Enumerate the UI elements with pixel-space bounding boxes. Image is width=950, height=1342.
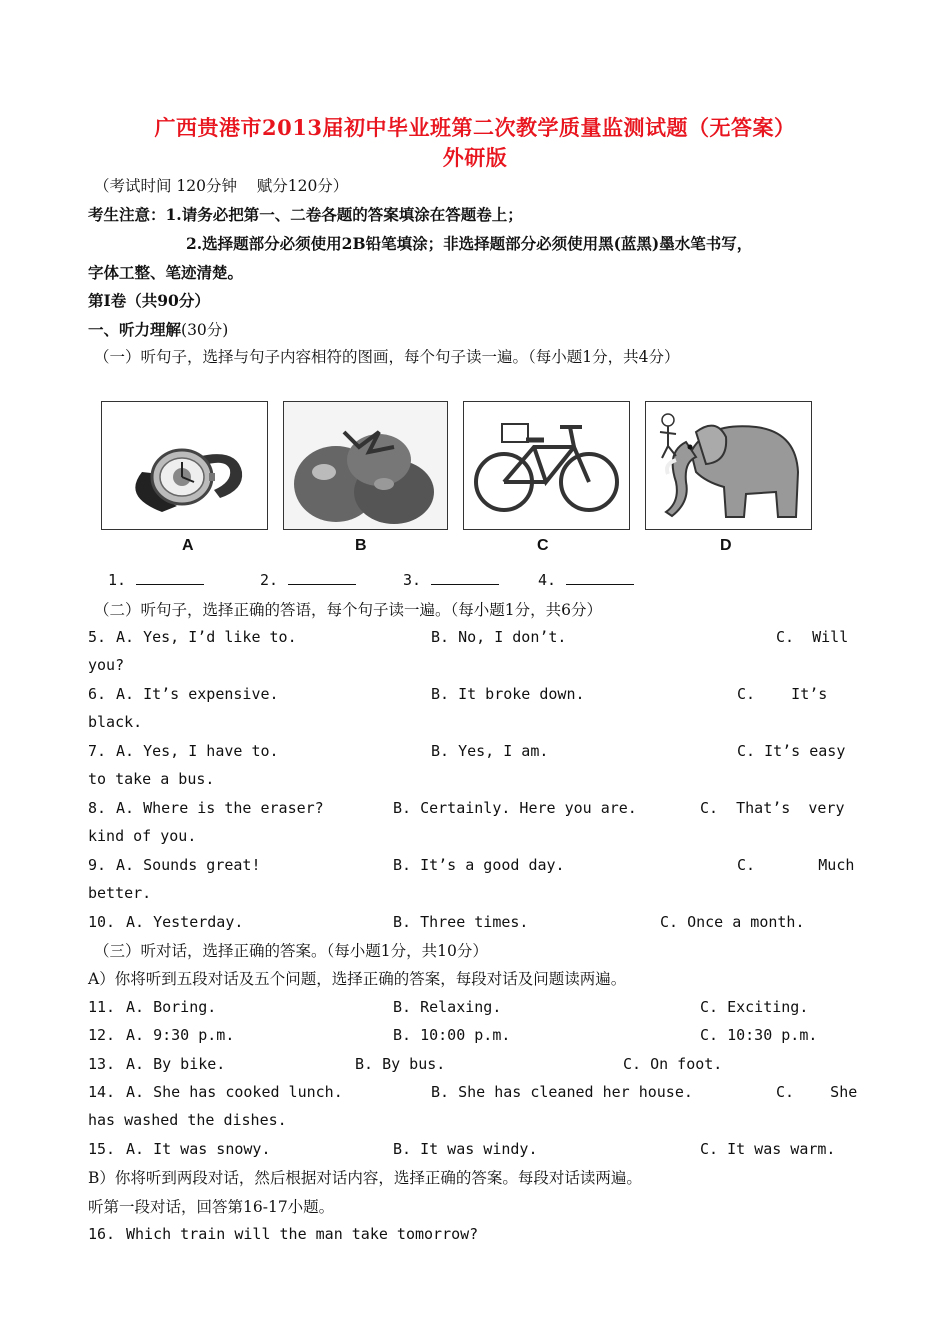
option-c: C. Once a month. bbox=[660, 913, 805, 931]
option-a: A. Boring. bbox=[126, 998, 217, 1016]
subsection-1-instructions: （一）听句子，选择与句子内容相符的图画，每个句子读一遍。（每小题1分，共4分） bbox=[94, 348, 680, 366]
section-heading: 第Ⅰ卷（共90分） bbox=[88, 291, 210, 310]
question-5-continued: you? bbox=[88, 656, 125, 674]
exam-title: 广西贵港市2013届初中毕业班第二次教学质量监测试题（无答案） bbox=[154, 115, 796, 140]
question-7 bbox=[88, 742, 863, 764]
option-c: C. That’s very bbox=[700, 799, 845, 817]
question-number: 6. bbox=[88, 685, 107, 703]
question-13 bbox=[88, 1055, 863, 1077]
answer-blank-4[interactable] bbox=[538, 570, 634, 589]
option-c: C. It’s bbox=[737, 685, 828, 703]
question-number: 10. bbox=[88, 913, 116, 931]
picture-label-a: A bbox=[182, 537, 194, 554]
question-number: 14. bbox=[88, 1083, 116, 1101]
elephant-icon bbox=[646, 402, 811, 529]
option-b: B. Three times. bbox=[393, 913, 529, 931]
picture-label-b: B bbox=[355, 537, 367, 554]
blank-number: 3. bbox=[403, 571, 422, 589]
question-10 bbox=[88, 913, 863, 935]
question-number: 12. bbox=[88, 1026, 116, 1044]
question-12 bbox=[88, 1026, 863, 1048]
option-b: B. Relaxing. bbox=[393, 998, 502, 1016]
notice-item-2a: 2.选择题部分必须使用2B铅笔填涂；非选择题部分必须使用黑(蓝黑)墨水笔书写， bbox=[186, 234, 753, 253]
option-b: B. Certainly. Here you are. bbox=[393, 799, 637, 817]
part-b-instructions: B）你将听到两段对话，然后根据对话内容，选择正确的答案。每段对话读两遍。 bbox=[88, 1169, 642, 1187]
picture-label-c: C bbox=[537, 537, 549, 554]
question-6-continued: black. bbox=[88, 713, 143, 731]
part-a-instructions: A）你将听到五段对话及五个问题，选择正确的答案，每段对话及问题读两遍。 bbox=[88, 970, 627, 988]
notice-item-2b: 字体工整、笔迹清楚。 bbox=[88, 263, 244, 282]
option-a: A. Yes, I have to. bbox=[116, 742, 279, 760]
option-a: A. It’s expensive. bbox=[116, 685, 279, 703]
part1-score: (30分) bbox=[181, 321, 229, 339]
question-number: 15. bbox=[88, 1140, 116, 1158]
blank-number: 1. bbox=[108, 571, 127, 589]
option-b: B. Yes, I am. bbox=[431, 742, 549, 760]
question-number: 9. bbox=[88, 856, 107, 874]
option-b: B. It broke down. bbox=[431, 685, 585, 703]
option-c: C. It’s easy bbox=[737, 742, 846, 760]
option-a: A. 9:30 p.m. bbox=[126, 1026, 235, 1044]
option-b: B. It was windy. bbox=[393, 1140, 538, 1158]
blank-number: 4. bbox=[538, 571, 557, 589]
question-number: 16. bbox=[88, 1225, 116, 1243]
option-a: A. By bike. bbox=[126, 1055, 226, 1073]
option-c: C. On foot. bbox=[623, 1055, 723, 1073]
question-number: 7. bbox=[88, 742, 107, 760]
option-b: B. It’s a good day. bbox=[393, 856, 565, 874]
dialog-1-instructions: 听第一段对话，回答第16-17小题。 bbox=[88, 1198, 335, 1216]
notice-label: 考生注意： bbox=[88, 205, 166, 224]
option-c: C. She bbox=[776, 1083, 858, 1101]
option-c: C. 10:30 p.m. bbox=[700, 1026, 818, 1044]
question-16 bbox=[88, 1225, 863, 1247]
option-b: B. 10:00 p.m. bbox=[393, 1026, 511, 1044]
question-text: Which train will the man take tomorrow? bbox=[126, 1225, 479, 1243]
picture-d bbox=[645, 401, 812, 530]
tomatoes-icon bbox=[284, 402, 447, 529]
question-9 bbox=[88, 856, 863, 878]
question-5 bbox=[88, 628, 863, 650]
answer-blank-1[interactable] bbox=[108, 570, 204, 589]
question-number: 8. bbox=[88, 799, 107, 817]
question-6 bbox=[88, 685, 863, 707]
watch-icon bbox=[102, 402, 267, 529]
option-c: C. It was warm. bbox=[700, 1140, 836, 1158]
question-8-continued: kind of you. bbox=[88, 827, 197, 845]
question-7-continued: to take a bus. bbox=[88, 770, 215, 788]
picture-label-d: D bbox=[720, 537, 732, 554]
option-a: A. Yes, I’d like to. bbox=[116, 628, 297, 646]
part1-title: 一、听力理解 bbox=[88, 320, 182, 339]
question-14 bbox=[88, 1083, 863, 1105]
option-c: C. Will bbox=[776, 628, 849, 646]
option-b: B. By bus. bbox=[355, 1055, 446, 1073]
option-a: A. Sounds great! bbox=[116, 856, 261, 874]
part1-heading bbox=[88, 318, 228, 340]
question-number: 13. bbox=[88, 1055, 116, 1073]
picture-c bbox=[463, 401, 630, 530]
blank-number: 2. bbox=[260, 571, 279, 589]
question-11 bbox=[88, 998, 863, 1020]
notice-line-1 bbox=[88, 203, 523, 225]
option-c: C. Much bbox=[737, 856, 855, 874]
question-number: 5. bbox=[88, 628, 107, 646]
option-a: A. It was snowy. bbox=[126, 1140, 271, 1158]
subsection-3-instructions: （三）听对话，选择正确的答案。（每小题1分，共10分） bbox=[94, 942, 488, 960]
exam-subtitle: 外研版 bbox=[442, 145, 508, 170]
question-number: 11. bbox=[88, 998, 116, 1016]
subsection-2-instructions: （二）听句子，选择正确的答语，每个句子读一遍。（每小题1分，共6分） bbox=[94, 601, 602, 619]
option-a: A. Where is the eraser? bbox=[116, 799, 324, 817]
question-14-continued: has washed the dishes. bbox=[88, 1111, 287, 1129]
notice-item-1: 1.请务必把第一、二卷各题的答案填涂在答题卷上； bbox=[165, 205, 523, 224]
question-9-continued: better. bbox=[88, 884, 152, 902]
option-c: C. Exciting. bbox=[700, 998, 809, 1016]
option-a: A. Yesterday. bbox=[126, 913, 244, 931]
answer-blank-3[interactable] bbox=[403, 570, 499, 589]
option-b: B. She has cleaned her house. bbox=[431, 1083, 693, 1101]
picture-a bbox=[101, 401, 268, 530]
question-8 bbox=[88, 799, 863, 821]
picture-b bbox=[283, 401, 448, 530]
exam-info: （考试时间 120分钟 赋分120分） bbox=[94, 177, 349, 195]
option-a: A. She has cooked lunch. bbox=[126, 1083, 343, 1101]
question-15 bbox=[88, 1140, 863, 1162]
answer-blank-2[interactable] bbox=[260, 570, 356, 589]
option-b: B. No, I don’t. bbox=[431, 628, 567, 646]
bicycle-icon bbox=[464, 402, 629, 529]
